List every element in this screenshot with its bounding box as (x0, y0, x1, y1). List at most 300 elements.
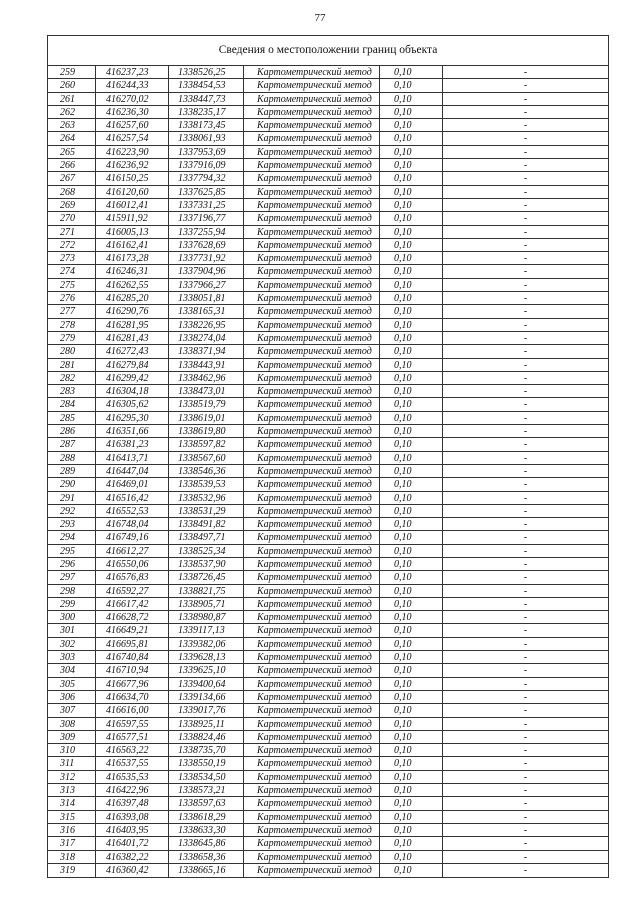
y-coordinate-cell: 1338824,46 (169, 731, 244, 743)
description-cell: - (523, 838, 528, 850)
accuracy-cell: 0,10 (380, 558, 443, 570)
x-coordinate-cell: 416272,43 (96, 345, 169, 357)
accuracy-cell: 0,10 (380, 797, 443, 809)
x-coordinate-cell: 416173,28 (96, 252, 169, 264)
accuracy-cell: 0,10 (380, 398, 443, 410)
description-cell: - (523, 173, 528, 185)
accuracy-cell: 0,10 (380, 305, 443, 317)
point-number-cell: 299 (48, 598, 96, 610)
accuracy-cell: 0,10 (380, 757, 443, 769)
point-number-cell: 293 (48, 518, 96, 530)
description-cell: - (523, 638, 528, 650)
description-cell: - (523, 864, 528, 876)
method-cell: Картометрический метод (244, 452, 380, 464)
method-cell: Картометрический метод (244, 292, 380, 304)
accuracy-cell: 0,10 (380, 518, 443, 530)
y-coordinate-cell: 1338525,34 (169, 545, 244, 557)
description-cell: - (523, 133, 528, 145)
accuracy-cell: 0,10 (380, 664, 443, 676)
y-coordinate-cell: 1338491,82 (169, 518, 244, 530)
accuracy-cell: 0,10 (380, 638, 443, 650)
accuracy-cell: 0,10 (380, 359, 443, 371)
description-cell: - (523, 452, 528, 464)
description-cell: - (523, 798, 528, 810)
x-coordinate-cell: 416422,96 (96, 784, 169, 796)
accuracy-cell: 0,10 (380, 545, 443, 557)
method-cell: Картометрический метод (244, 159, 380, 171)
method-cell: Картометрический метод (244, 212, 380, 224)
accuracy-cell: 0,10 (380, 425, 443, 437)
accuracy-cell: 0,10 (380, 811, 443, 823)
x-coordinate-cell: 416616,00 (96, 704, 169, 716)
table-row (48, 132, 608, 145)
x-coordinate-cell: 416351,66 (96, 425, 169, 437)
point-number-cell: 306 (48, 691, 96, 703)
table-row (48, 332, 608, 345)
accuracy-cell: 0,10 (380, 851, 443, 863)
description-cell: - (523, 266, 528, 278)
x-coordinate-cell: 416695,81 (96, 638, 169, 650)
y-coordinate-cell: 1339382,06 (169, 638, 244, 650)
method-cell: Картометрический метод (244, 385, 380, 397)
point-number-cell: 289 (48, 465, 96, 477)
table-row (48, 651, 608, 664)
y-coordinate-cell: 1338526,25 (169, 66, 244, 78)
method-cell: Картометрический метод (244, 704, 380, 716)
description-cell: - (523, 479, 528, 491)
point-number-cell: 316 (48, 824, 96, 836)
method-cell: Картометрический метод (244, 372, 380, 384)
y-coordinate-cell: 1337625,85 (169, 186, 244, 198)
point-number-cell: 290 (48, 478, 96, 490)
x-coordinate-cell: 416285,20 (96, 292, 169, 304)
point-number-cell: 309 (48, 731, 96, 743)
y-coordinate-cell: 1338531,29 (169, 505, 244, 517)
description-cell: - (523, 465, 528, 477)
y-coordinate-cell: 1338061,93 (169, 132, 244, 144)
point-number-cell: 301 (48, 624, 96, 636)
point-number-cell: 271 (48, 226, 96, 238)
accuracy-cell: 0,10 (380, 319, 443, 331)
description-cell: - (523, 239, 528, 251)
point-number-cell: 313 (48, 784, 96, 796)
point-number-cell: 308 (48, 718, 96, 730)
table-row (48, 598, 608, 611)
point-number-cell: 305 (48, 678, 96, 690)
point-number-cell: 274 (48, 265, 96, 277)
y-coordinate-cell: 1337331,25 (169, 199, 244, 211)
accuracy-cell: 0,10 (380, 438, 443, 450)
method-cell: Картометрический метод (244, 624, 380, 636)
table-row (48, 531, 608, 544)
point-number-cell: 312 (48, 771, 96, 783)
method-cell: Картометрический метод (244, 718, 380, 730)
table-row (48, 851, 608, 864)
description-cell: - (523, 106, 528, 118)
x-coordinate-cell: 416236,92 (96, 159, 169, 171)
table-row (48, 279, 608, 292)
x-coordinate-cell: 416279,84 (96, 359, 169, 371)
accuracy-cell: 0,10 (380, 837, 443, 849)
method-cell: Картометрический метод (244, 531, 380, 543)
description-cell: - (523, 532, 528, 544)
y-coordinate-cell: 1338618,29 (169, 811, 244, 823)
method-cell: Картометрический метод (244, 757, 380, 769)
description-cell: - (523, 186, 528, 198)
y-coordinate-cell: 1338532,96 (169, 492, 244, 504)
table-row (48, 678, 608, 691)
y-coordinate-cell: 1338619,01 (169, 412, 244, 424)
accuracy-cell: 0,10 (380, 372, 443, 384)
method-cell: Картометрический метод (244, 784, 380, 796)
method-cell: Картометрический метод (244, 172, 380, 184)
description-cell: - (523, 279, 528, 291)
method-cell: Картометрический метод (244, 611, 380, 623)
description-cell: - (523, 293, 528, 305)
x-coordinate-cell: 416237,23 (96, 66, 169, 78)
description-cell: - (523, 718, 528, 730)
point-number-cell: 292 (48, 505, 96, 517)
point-number-cell: 318 (48, 851, 96, 863)
y-coordinate-cell: 1337904,96 (169, 265, 244, 277)
accuracy-cell: 0,10 (380, 66, 443, 78)
table-row (48, 398, 608, 411)
accuracy-cell: 0,10 (380, 226, 443, 238)
y-coordinate-cell: 1338173,45 (169, 119, 244, 131)
y-coordinate-cell: 1338905,71 (169, 598, 244, 610)
point-number-cell: 285 (48, 412, 96, 424)
y-coordinate-cell: 1338447,73 (169, 93, 244, 105)
method-cell: Картометрический метод (244, 505, 380, 517)
method-cell: Картометрический метод (244, 518, 380, 530)
method-cell: Картометрический метод (244, 345, 380, 357)
x-coordinate-cell: 416305,62 (96, 398, 169, 410)
description-cell: - (523, 505, 528, 517)
description-cell: - (523, 785, 528, 797)
point-number-cell: 294 (48, 531, 96, 543)
table-row (48, 119, 608, 132)
description-cell: - (523, 811, 528, 823)
description-cell: - (523, 678, 528, 690)
y-coordinate-cell: 1338462,96 (169, 372, 244, 384)
y-coordinate-cell: 1338537,90 (169, 558, 244, 570)
description-cell: - (523, 399, 528, 411)
description-cell: - (523, 492, 528, 504)
table-row (48, 545, 608, 558)
description-cell: - (523, 851, 528, 863)
y-coordinate-cell: 1338235,17 (169, 106, 244, 118)
description-cell: - (523, 80, 528, 92)
y-coordinate-cell: 1338454,53 (169, 79, 244, 91)
table-row (48, 146, 608, 159)
y-coordinate-cell: 1338665,16 (169, 864, 244, 877)
table-body (48, 66, 608, 877)
table-row (48, 292, 608, 305)
x-coordinate-cell: 416576,83 (96, 571, 169, 583)
description-cell: - (523, 558, 528, 570)
method-cell: Картометрический метод (244, 492, 380, 504)
table-row (48, 718, 608, 731)
accuracy-cell: 0,10 (380, 531, 443, 543)
y-coordinate-cell: 1337628,69 (169, 239, 244, 251)
point-number-cell: 304 (48, 664, 96, 676)
table-row (48, 518, 608, 531)
table-row (48, 691, 608, 704)
method-cell: Картометрический метод (244, 691, 380, 703)
description-cell: - (523, 745, 528, 757)
y-coordinate-cell: 1339134,66 (169, 691, 244, 703)
table-row (48, 79, 608, 92)
accuracy-cell: 0,10 (380, 731, 443, 743)
description-cell: - (523, 199, 528, 211)
y-coordinate-cell: 1338573,21 (169, 784, 244, 796)
y-coordinate-cell: 1338539,53 (169, 478, 244, 490)
point-number-cell: 315 (48, 811, 96, 823)
method-cell: Картометрический метод (244, 558, 380, 570)
description-cell: - (523, 253, 528, 265)
accuracy-cell: 0,10 (380, 824, 443, 836)
accuracy-cell: 0,10 (380, 744, 443, 756)
method-cell: Картометрический метод (244, 678, 380, 690)
method-cell: Картометрический метод (244, 811, 380, 823)
description-cell: - (523, 758, 528, 770)
table-row (48, 345, 608, 358)
method-cell: Картометрический метод (244, 851, 380, 863)
y-coordinate-cell: 1338633,30 (169, 824, 244, 836)
y-coordinate-cell: 1337966,27 (169, 279, 244, 291)
y-coordinate-cell: 1337953,69 (169, 146, 244, 158)
x-coordinate-cell: 416360,42 (96, 864, 169, 877)
accuracy-cell: 0,10 (380, 624, 443, 636)
table-row (48, 585, 608, 598)
x-coordinate-cell: 416162,41 (96, 239, 169, 251)
accuracy-cell: 0,10 (380, 784, 443, 796)
x-coordinate-cell: 416649,21 (96, 624, 169, 636)
table-row (48, 864, 608, 877)
x-coordinate-cell: 416270,02 (96, 93, 169, 105)
accuracy-cell: 0,10 (380, 172, 443, 184)
method-cell: Картометрический метод (244, 199, 380, 211)
x-coordinate-cell: 416469,01 (96, 478, 169, 490)
table-row (48, 172, 608, 185)
method-cell: Картометрический метод (244, 465, 380, 477)
x-coordinate-cell: 416617,42 (96, 598, 169, 610)
table-row (48, 385, 608, 398)
point-number-cell: 267 (48, 172, 96, 184)
description-cell: - (523, 731, 528, 743)
description-cell: - (523, 612, 528, 624)
table-row (48, 571, 608, 584)
accuracy-cell: 0,10 (380, 385, 443, 397)
point-number-cell: 317 (48, 837, 96, 849)
table-row (48, 757, 608, 770)
description-cell: - (523, 160, 528, 172)
description-cell: - (523, 226, 528, 238)
table-row (48, 664, 608, 677)
point-number-cell: 311 (48, 757, 96, 769)
x-coordinate-cell: 416740,84 (96, 651, 169, 663)
table-row (48, 199, 608, 212)
point-number-cell: 303 (48, 651, 96, 663)
x-coordinate-cell: 416262,55 (96, 279, 169, 291)
method-cell: Картометрический метод (244, 252, 380, 264)
method-cell: Картометрический метод (244, 438, 380, 450)
description-cell: - (523, 625, 528, 637)
accuracy-cell: 0,10 (380, 465, 443, 477)
description-cell: - (523, 545, 528, 557)
x-coordinate-cell: 416005,13 (96, 226, 169, 238)
accuracy-cell: 0,10 (380, 199, 443, 211)
x-coordinate-cell: 416244,33 (96, 79, 169, 91)
accuracy-cell: 0,10 (380, 345, 443, 357)
table-row (48, 212, 608, 225)
method-cell: Картометрический метод (244, 305, 380, 317)
description-cell: - (523, 519, 528, 531)
point-number-cell: 284 (48, 398, 96, 410)
accuracy-cell: 0,10 (380, 691, 443, 703)
table-row (48, 704, 608, 717)
point-number-cell: 291 (48, 492, 96, 504)
point-number-cell: 286 (48, 425, 96, 437)
accuracy-cell: 0,10 (380, 292, 443, 304)
y-coordinate-cell: 1338980,87 (169, 611, 244, 623)
y-coordinate-cell: 1338546,36 (169, 465, 244, 477)
accuracy-cell: 0,10 (380, 132, 443, 144)
y-coordinate-cell: 1338497,71 (169, 531, 244, 543)
accuracy-cell: 0,10 (380, 585, 443, 597)
x-coordinate-cell: 416290,76 (96, 305, 169, 317)
x-coordinate-cell: 416120,60 (96, 186, 169, 198)
table-row (48, 784, 608, 797)
x-coordinate-cell: 416634,70 (96, 691, 169, 703)
point-number-cell: 310 (48, 744, 96, 756)
x-coordinate-cell: 416710,94 (96, 664, 169, 676)
accuracy-cell: 0,10 (380, 651, 443, 663)
y-coordinate-cell: 1338597,63 (169, 797, 244, 809)
y-coordinate-cell: 1339117,13 (169, 624, 244, 636)
description-cell: - (523, 120, 528, 132)
y-coordinate-cell: 1338051,81 (169, 292, 244, 304)
description-cell: - (523, 824, 528, 836)
description-cell: - (523, 346, 528, 358)
x-coordinate-cell: 416552,53 (96, 505, 169, 517)
method-cell: Картометрический метод (244, 545, 380, 557)
accuracy-cell: 0,10 (380, 252, 443, 264)
method-cell: Картометрический метод (244, 226, 380, 238)
table-row (48, 837, 608, 850)
table-row (48, 771, 608, 784)
y-coordinate-cell: 1338165,31 (169, 305, 244, 317)
accuracy-cell: 0,10 (380, 452, 443, 464)
description-cell: - (523, 306, 528, 318)
description-cell: - (523, 93, 528, 105)
accuracy-cell: 0,10 (380, 93, 443, 105)
table-row (48, 425, 608, 438)
description-cell: - (523, 665, 528, 677)
y-coordinate-cell: 1338735,70 (169, 744, 244, 756)
y-coordinate-cell: 1338473,01 (169, 385, 244, 397)
method-cell: Картометрический метод (244, 585, 380, 597)
method-cell: Картометрический метод (244, 359, 380, 371)
point-number-cell: 275 (48, 279, 96, 291)
table-row (48, 412, 608, 425)
method-cell: Картометрический метод (244, 106, 380, 118)
boundary-table (47, 35, 609, 878)
x-coordinate-cell: 416413,71 (96, 452, 169, 464)
table-row (48, 638, 608, 651)
accuracy-cell: 0,10 (380, 771, 443, 783)
accuracy-cell: 0,10 (380, 478, 443, 490)
x-coordinate-cell: 416382,22 (96, 851, 169, 863)
description-cell: - (523, 332, 528, 344)
description-cell: - (523, 67, 528, 78)
y-coordinate-cell: 1339628,13 (169, 651, 244, 663)
point-number-cell: 276 (48, 292, 96, 304)
table-row (48, 265, 608, 278)
x-coordinate-cell: 416295,30 (96, 412, 169, 424)
description-cell: - (523, 412, 528, 424)
accuracy-cell: 0,10 (380, 119, 443, 131)
point-number-cell: 295 (48, 545, 96, 557)
description-cell: - (523, 705, 528, 717)
table-row (48, 492, 608, 505)
table-row (48, 452, 608, 465)
x-coordinate-cell: 416236,30 (96, 106, 169, 118)
y-coordinate-cell: 1338619,80 (169, 425, 244, 437)
accuracy-cell: 0,10 (380, 492, 443, 504)
table-row (48, 159, 608, 172)
table-row (48, 797, 608, 810)
table-row (48, 252, 608, 265)
y-coordinate-cell: 1338371,94 (169, 345, 244, 357)
accuracy-cell: 0,10 (380, 159, 443, 171)
y-coordinate-cell: 1337916,09 (169, 159, 244, 171)
point-number-cell: 272 (48, 239, 96, 251)
x-coordinate-cell: 416550,06 (96, 558, 169, 570)
table-row (48, 505, 608, 518)
x-coordinate-cell: 416299,42 (96, 372, 169, 384)
x-coordinate-cell: 416150,25 (96, 172, 169, 184)
point-number-cell: 281 (48, 359, 96, 371)
point-number-cell: 268 (48, 186, 96, 198)
y-coordinate-cell: 1338550,19 (169, 757, 244, 769)
method-cell: Картометрический метод (244, 797, 380, 809)
description-cell: - (523, 771, 528, 783)
x-coordinate-cell: 416393,08 (96, 811, 169, 823)
method-cell: Картометрический метод (244, 79, 380, 91)
y-coordinate-cell: 1338519,79 (169, 398, 244, 410)
accuracy-cell: 0,10 (380, 864, 443, 877)
accuracy-cell: 0,10 (380, 598, 443, 610)
x-coordinate-cell: 416397,48 (96, 797, 169, 809)
x-coordinate-cell: 416246,31 (96, 265, 169, 277)
table-row (48, 226, 608, 239)
x-coordinate-cell: 416612,27 (96, 545, 169, 557)
table-row (48, 93, 608, 106)
y-coordinate-cell: 1339400,64 (169, 678, 244, 690)
y-coordinate-cell: 1338645,86 (169, 837, 244, 849)
point-number-cell: 280 (48, 345, 96, 357)
method-cell: Картометрический метод (244, 332, 380, 344)
table-row (48, 731, 608, 744)
point-number-cell: 282 (48, 372, 96, 384)
point-number-cell: 297 (48, 571, 96, 583)
point-number-cell: 263 (48, 119, 96, 131)
point-number-cell: 287 (48, 438, 96, 450)
y-coordinate-cell: 1338726,45 (169, 571, 244, 583)
y-coordinate-cell: 1338925,11 (169, 718, 244, 730)
method-cell: Картометрический метод (244, 146, 380, 158)
